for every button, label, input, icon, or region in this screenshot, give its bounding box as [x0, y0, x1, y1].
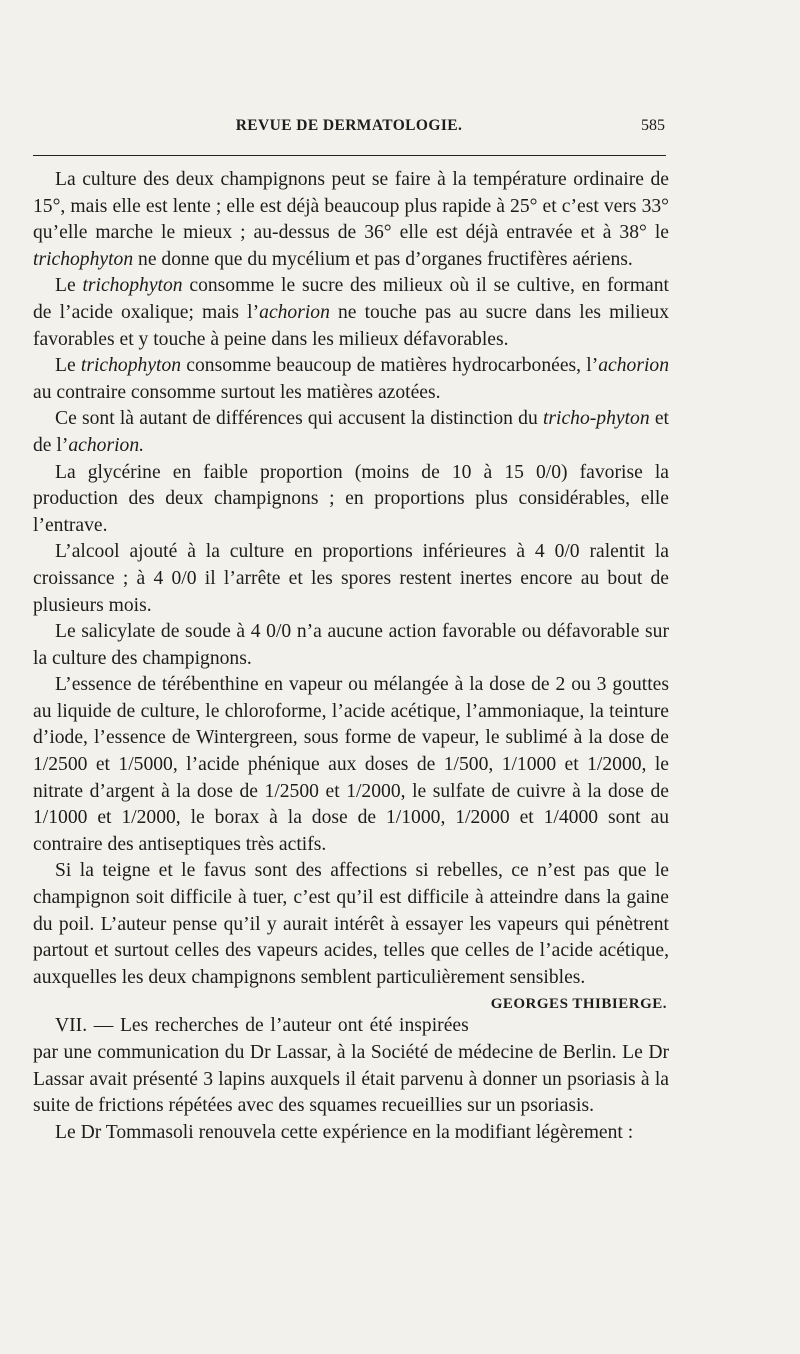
page-number: 585: [641, 117, 665, 134]
paragraph: [33, 539, 669, 619]
text-run: au contraire consomme surtout les matières azotées.: [33, 381, 441, 403]
text-run: Le salicylate de soude à 4 0/0 n’a aucune action favorable ou défavorable sur la culture des champignons.: [33, 621, 669, 669]
text-run: VII. — Les recherches de l’auteur ont été inspirées par une communication du Dr Lassar, à la Société de médecine de Berlin. Le Dr Lassar avait présenté 3 lapins auxquels il était parvenu à donner un psoriasis à la suite de frictions répétées avec des squames recueillies sur un psoriasis.: [33, 1015, 669, 1117]
text-run: consomme beaucoup de matières hydrocarbonées, l’: [181, 355, 599, 377]
author-signature: GEORGES THIBIERGE.: [490, 996, 667, 1013]
text-run: Le Dr Tommasoli renouvela cette expérience en la modifiant légèrement :: [55, 1121, 634, 1143]
header-rule: [33, 155, 666, 156]
italic-term: achorion: [259, 301, 330, 323]
paragraph: [33, 460, 669, 540]
text-run: Le: [55, 275, 83, 297]
text-run: La culture des deux champignons peut se faire à la température ordinaire de 15°, mais elle est lente ; elle est déjà beaucoup plus rapide à 25° et c’est vers 33° qu’elle marche le mieux ; au-dessus de 36° elle est déjà entravée et à 38° le: [33, 169, 669, 244]
text-run: Ce sont là autant de différences qui accusent la distinction du: [55, 408, 543, 430]
text-run: consomme le sucre des milieux où il se cultive, en formant de l’acide oxalique; mais l’: [33, 275, 669, 323]
paragraph: [33, 619, 669, 672]
page-header: [33, 117, 665, 143]
italic-term: achorion.: [68, 434, 145, 456]
text-run: La glycérine en faible proportion (moins de 10 à 15 0/0) favorise la production des deux champignons ; en proportions plus considérables, elle l’entrave.: [33, 461, 669, 536]
italic-term: trichophyton: [82, 275, 183, 297]
paragraph: [33, 167, 669, 273]
paragraph: [33, 1120, 669, 1147]
italic-term: achorion: [598, 355, 669, 377]
running-title: REVUE DE DERMATOLOGIE.: [235, 117, 463, 134]
paragraph: [33, 353, 669, 406]
text-run: Le: [55, 355, 81, 377]
paragraph: [33, 672, 669, 858]
italic-term: tricho-phyton: [542, 408, 650, 430]
text-run: Si la teigne et le favus sont des affections si rebelles, ce n’est pas que le champignon soit difficile à tuer, c’est qu’il est difficile à atteindre dans la gaine du poil. L’auteur pense qu’il y aurait intérêt à essayer les vapeurs qui pénètrent partout et surtout celles des vapeurs acides, telles que celles de l’acide acétique, auxquelles les deux champignons semblent particulièrement sensibles.: [33, 860, 669, 988]
text-run: L’alcool ajouté à la culture en proportions inférieures à 4 0/0 ralentit la croissance ; à 4 0/0 il l’arrête et les spores restent inertes encore au bout de plusieurs mois.: [33, 541, 669, 616]
italic-term: trichophyton: [80, 355, 182, 377]
text-run: ne touche pas au sucre dans les milieux favorables et y touche à peine dans les milieux défavorables.: [33, 301, 670, 350]
italic-term: trichophyton: [33, 248, 134, 270]
text-run: L’essence de térébenthine en vapeur ou mélangée à la dose de 2 ou 3 gouttes au liquide de culture, le chloroforme, l’acide acétique, l’ammoniaque, la teinture d’iode, l’essence de Wintergreen, sous forme de vapeur, le sublimé à la dose de 1/2500 et 1/5000, l’acide phénique aux doses de 1/500, 1/1000 et 1/2000, le nitrate d’argent à la dose de 1/2500 et 1/2000, le sulfate de cuivre à la dose de 1/1000 et 1/2000, le borax à la dose de 1/1000, 1/2000 et 1/4000 sont au contraire des antiseptiques très actifs.: [33, 674, 669, 855]
article-body: [33, 167, 669, 1146]
paragraph: [33, 406, 669, 459]
text-run: ne donne que du mycélium et pas d’organes fructifères aériens.: [133, 248, 633, 270]
paragraph: [33, 858, 669, 1013]
paragraph: [33, 273, 669, 353]
text-run: et de l’: [33, 408, 669, 456]
paragraph: [33, 1013, 669, 1119]
